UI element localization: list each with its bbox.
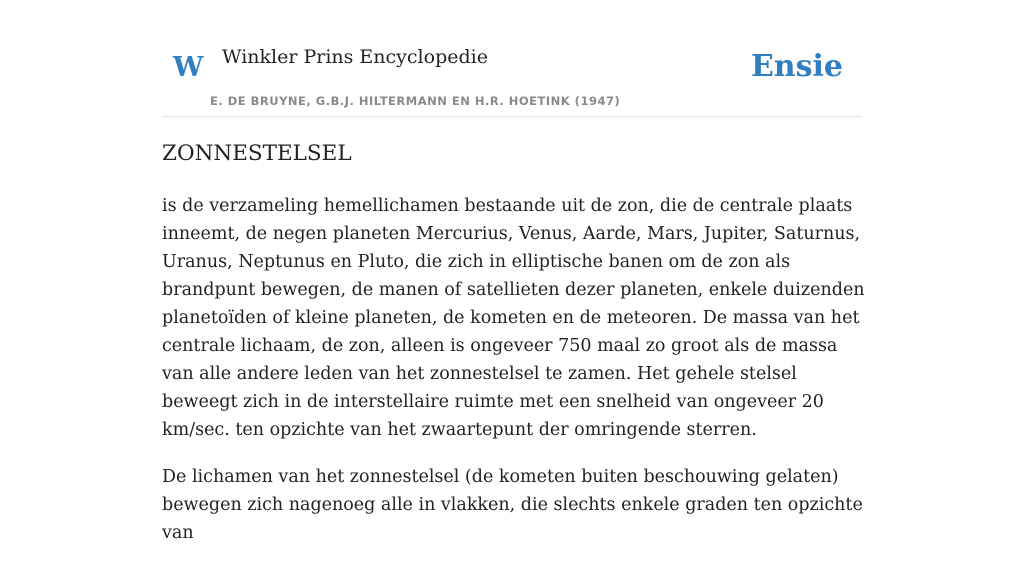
site-title[interactable]: Winkler Prins Encyclopedie xyxy=(222,46,488,68)
winkler-prins-logo-icon[interactable]: W xyxy=(173,52,204,83)
authors-byline: E. DE BRUYNE, G.B.J. HILTERMANN EN H.R. HOETINK (1947) xyxy=(210,94,621,108)
entry-paragraph: is de verzameling hemellichamen bestaande uit de zon, die de centrale plaats inneemt, de negen planeten Mercurius, Venus, Aarde, Mars, Jupiter, Saturnus, Uranus, Neptunus en Pluto, die zich in elliptische banen om de zon als brandpunt bewegen, de manen of satellieten dezer planeten, enkele duizenden planetoïden of kleine planeten, de kometen en de meteoren. De massa van het centrale lichaam, de zon, alleen is ongeveer 750 maal zo groot als de massa van alle andere leden van het zonnestelsel te zamen. Het gehele stelsel beweegt zich in de interstellaire ruimte met een snelheid van ongeveer 20 km/sec. ten opzichte van het zwaartepunt der omringende sterren. xyxy=(162,196,865,440)
site-header xyxy=(162,36,862,117)
entry-paragraph: De lichamen van het zonnestelsel (de kometen buiten beschouwing gelaten) bewegen zich nagenoeg alle in vlakken, die slechts enkele graden ten opzichte van xyxy=(162,467,863,543)
ensie-brand-logo[interactable]: Ensie xyxy=(750,49,843,84)
entry-title: ZONNESTELSEL xyxy=(162,141,352,166)
entry-content xyxy=(162,192,870,566)
